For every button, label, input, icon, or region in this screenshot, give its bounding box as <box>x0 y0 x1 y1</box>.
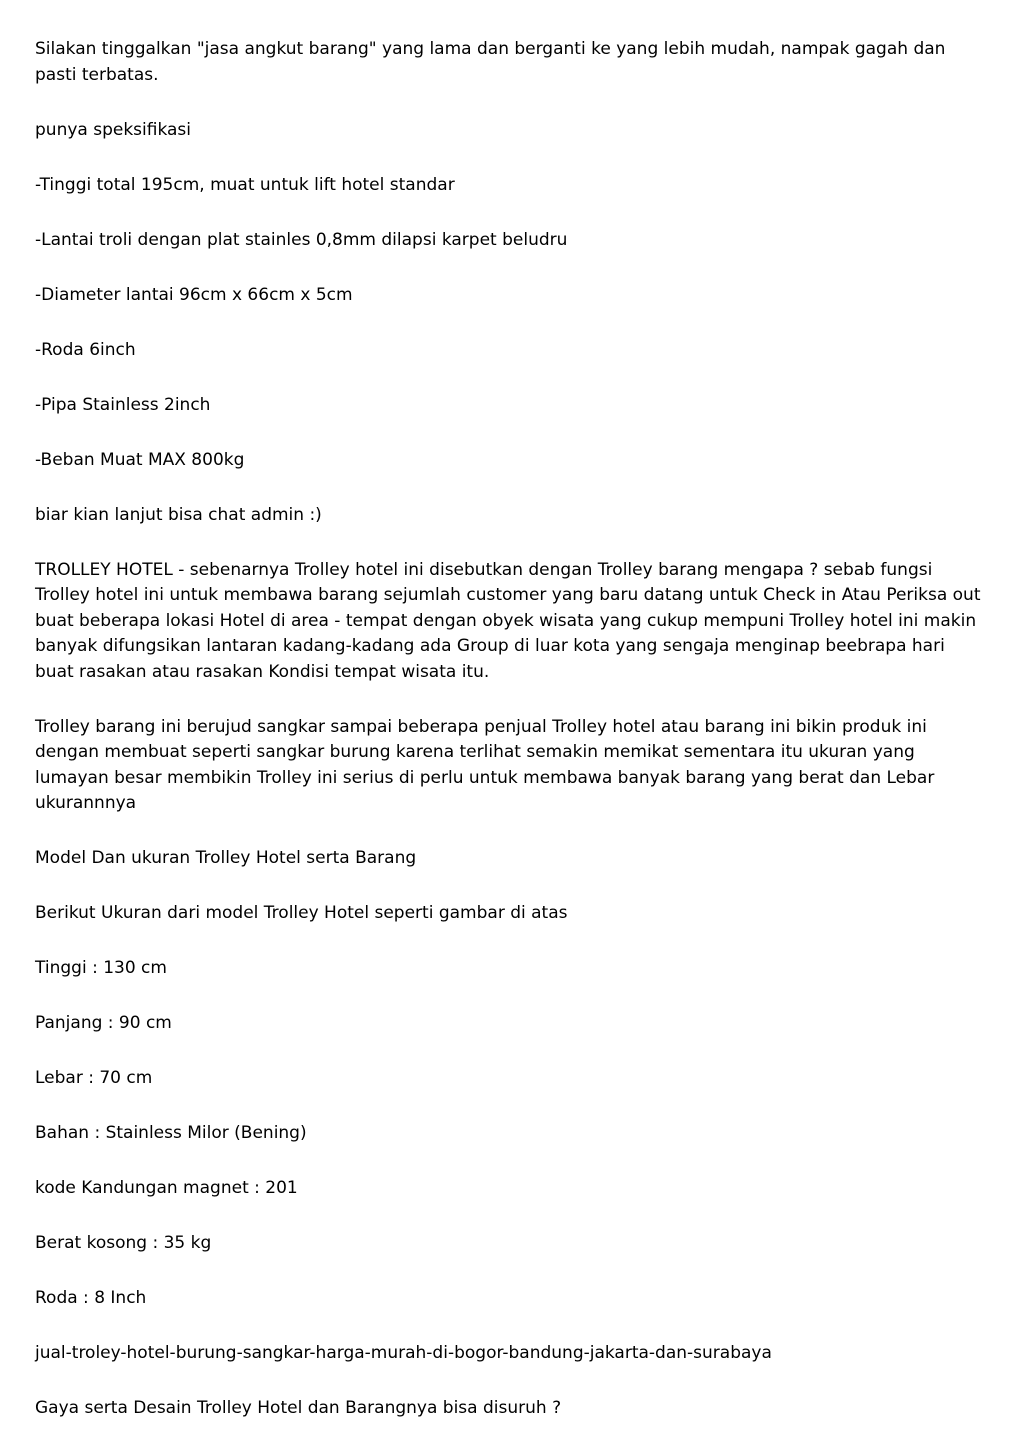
style-question: Gaya serta Desain Trolley Hotel dan Barangnya bisa disuruh ? <box>35 1398 562 1418</box>
size-height: Tinggi : 130 cm <box>35 958 167 978</box>
trolley-barang-paragraph: Trolley barang ini berujud sangkar sampai beberapa penjual Trolley hotel atau barang ini bikin produk ini dengan membuat seperti sangkar burung karena terlihat semakin memikat sementara itu ukuran yang lumayan besar membikin Trolley ini serius di perlu untuk membawa banyak barang yang berat dan Lebar ukurannnya <box>35 716 935 813</box>
model-heading: Model Dan ukuran Trolley Hotel serta Barang <box>35 848 417 868</box>
spec-heading: punya speksifikasi <box>35 119 192 140</box>
spec-item-load: -Beban Muat MAX 800kg <box>35 449 245 470</box>
slug-text: jual-troley-hotel-burung-sangkar-harga-murah-di-bogor-bandung-jakarta-dan-surabaya <box>35 1343 772 1363</box>
spec-item-floor: -Lantai troli dengan plat stainles 0,8mm dilapsi karpet beludru <box>35 229 568 250</box>
spec-item-diameter: -Diameter lantai 96cm x 66cm x 5cm <box>35 284 353 305</box>
intro-paragraph: Silakan tinggalkan "jasa angkut barang" yang lama dan berganti ke yang lebih mudah, nampak gagah dan pasti terbatas. <box>35 39 946 85</box>
size-intro: Berikut Ukuran dari model Trolley Hotel seperti gambar di atas <box>35 903 568 923</box>
trolley-hotel-paragraph: TROLLEY HOTEL - sebenarnya Trolley hotel ini disebutkan dengan Trolley barang mengapa ? sebab fungsi Trolley hotel ini untuk membawa barang sejumlah customer yang baru datang untuk Check in Atau Periksa out buat beberapa lokasi Hotel di area - tempat dengan obyek wisata yang cukup mempuni Trolley hotel ini makin banyak difungsikan lantaran kadang-kadang ada Group di luar kota yang sengaja menginap beebrapa hari buat rasakan atau rasakan Kondisi tempat wisata itu. <box>35 559 981 682</box>
size-length: Panjang : 90 cm <box>35 1013 172 1033</box>
size-empty-weight: Berat kosong : 35 kg <box>35 1233 212 1253</box>
spec-item-pipe: -Pipa Stainless 2inch <box>35 394 211 415</box>
size-magnet-code: kode Kandungan magnet : 201 <box>35 1178 298 1198</box>
size-material: Bahan : Stainless Milor (Bening) <box>35 1123 307 1143</box>
chat-admin-note: biar kian lanjut bisa chat admin :) <box>35 504 322 525</box>
size-wheel: Roda : 8 Inch <box>35 1288 147 1308</box>
document-body <box>35 37 985 1451</box>
spec-item-wheel: -Roda 6inch <box>35 339 136 360</box>
size-width: Lebar : 70 cm <box>35 1068 153 1088</box>
spec-item-height: -Tinggi total 195cm, muat untuk lift hotel standar <box>35 174 455 195</box>
